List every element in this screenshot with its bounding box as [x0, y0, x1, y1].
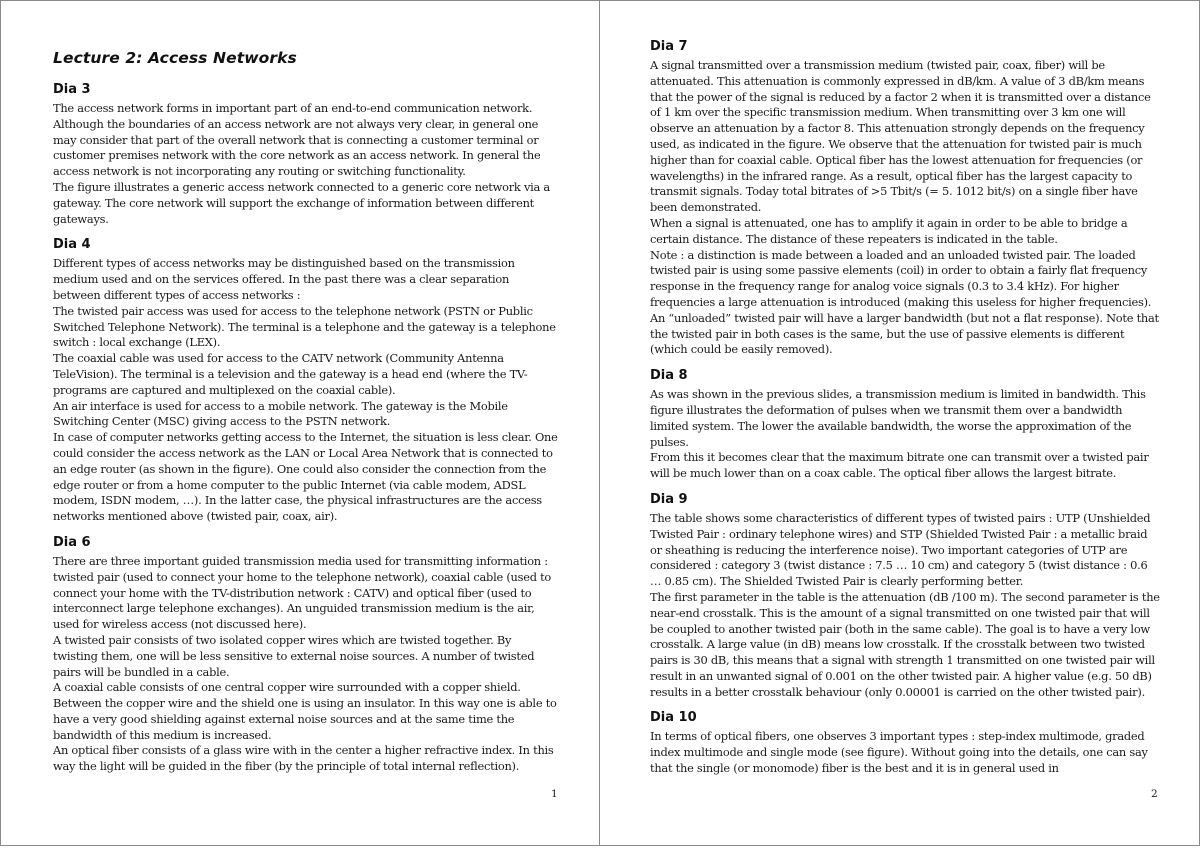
paragraph: When a signal is attenuated, one has to amplify it again in order to be able to bridge a certain distance. The distance of these repeaters is indicated in the table. [650, 215, 1128, 246]
paragraph: The first parameter in the table is the attenuation (dB /100 m). The second parameter is the near-end crosstalk. This is the amount of a signal transmitted on one twisted pair that will be coupled to another twisted pair (both in the same cable). The goal is to have a very low crosstalk. A large value (in dB) means low crosstalk. If the crosstalk between two twisted pairs is 30 dB, this means that a signal with strength 1 transmitted on one twisted pair will result in an unwanted signal of 0.001 on the other twisted pair. A higher value (e.g. 50 dB) results in a better crosstalk behaviour (only 0.00001 is carried on the other twisted pair). [650, 589, 1160, 699]
page-2-content [650, 1, 1160, 786]
paragraph: In case of computer networks getting access to the Internet, the situation is less clear. One could consider the access network as the LAN or Local Area Network that is connected to an edge router (as shown in the figure). One could also consider the connection from the edge router or from a home computer to the public Internet (via cable modem, ADSL modem, ISDN modem, …). In the latter case, the physical infrastructures are the access networks mentioned above (twisted pair, coax, air). [53, 430, 558, 524]
paragraph: As was shown in the previous slides, a transmission medium is limited in bandwidth. This figure illustrates the deformation of pulses when we transmit them over a bandwidth limited system. The lower the available bandwidth, the worse the approximation of the pulses. [650, 387, 1146, 449]
paragraph: The figure illustrates a generic access network connected to a generic core network via a gateway. The core network will support the exchange of information between different gateways. [53, 179, 550, 226]
section-dia-10 [650, 709, 1160, 776]
section-heading: Dia 4 [53, 237, 91, 253]
paragraph: An optical fiber consists of a glass wire with in the center a higher refractive index. In this way the light will be guided in the fiber (by the principle of total internal reflection). [53, 743, 554, 774]
paragraph: The twisted pair access was used for access to the telephone network (PSTN or Public Switched Telephone Network). The terminal is a telephone and the gateway is a telephone switch : local exchange (LEX). [53, 303, 556, 350]
page-1-content [53, 1, 559, 784]
section-dia-8 [650, 367, 1160, 482]
page-1 [0, 0, 600, 846]
paragraph: A signal transmitted over a transmission medium (twisted pair, coax, fiber) will be attenuated. This attenuation is commonly expressed in dB/km. A value of 3 dB/km means that the power of the signal is reduced by a factor 2 when it is transmitted over a distance of 1 km over the specific transmission medium. When transmitting over 3 km one will observe an attenuation by a factor 8. This attenuation strongly depends on the frequency used, as indicated in the figure. We observe that the attenuation for twisted pair is much higher than for coaxial cable. Optical fiber has the lowest attenuation for frequencies (or wavelengths) in the infrared range. As a result, optical fiber has the largest capacity to transmit signals. Today total bitrates of >5 Tbit/s (= 5. 1012 bit/s) on a single fiber have been demonstrated. [650, 58, 1151, 215]
section-dia-9 [650, 491, 1160, 701]
page-number: 1 [551, 788, 558, 800]
page-2 [599, 0, 1200, 846]
paragraph: Different types of access networks may be distinguished based on the transmission medium used and on the services offered. In the past there was a clear separation between different types of access networks : [53, 256, 515, 302]
paragraph: From this it becomes clear that the maximum bitrate one can transmit over a twisted pair will be much lower than on a coax cable. The optical fiber allows the largest bitrate. [650, 450, 1149, 481]
paragraph: The access network forms in important part of an end-to-end communication network. Although the boundaries of an access network are not always very clear, in general one may consider that part of the overall network that is connecting a customer terminal or customer premises network with the core network as an access network. In general the access network is not incorporating any routing or switching functionality. [53, 101, 541, 179]
paragraph: An air interface is used for access to a mobile network. The gateway is the Mobile Switching Center (MSC) giving access to the PSTN network. [53, 398, 508, 429]
section-dia-4 [53, 236, 559, 525]
document-title: Lecture 2: Access Networks [53, 49, 297, 67]
section-heading: Dia 9 [650, 491, 688, 507]
section-heading: Dia 10 [650, 710, 697, 726]
section-heading: Dia 3 [53, 82, 91, 97]
section-heading: Dia 8 [650, 368, 688, 384]
paragraph: A coaxial cable consists of one central copper wire surrounded with a copper shield. Between the copper wire and the shield one is using an insulator. In this way one is able to have a very good shielding against external noise sources and at the same time the bandwidth of this medium is increased. [53, 680, 557, 742]
section-heading: Dia 6 [53, 534, 91, 550]
paragraph: A twisted pair consists of two isolated copper wires which are twisted together. By twisting them, one will be less sensitive to external noise sources. A number of twisted pairs will be bundled in a cable. [53, 632, 535, 679]
section-dia-6 [53, 534, 559, 775]
paragraph: Note : a distinction is made between a loaded and an unloaded twisted pair. The loaded twisted pair is using some passive elements (coil) in order to obtain a fairly flat frequency response in the frequency range for analog voice signals (0.3 to 3.4 kHz). For higher frequencies a large attenuation is introduced (making this useless for higher frequencies). An “unloaded” twisted pair will have a larger bandwidth (but not a flat response). Note that the twisted pair in both cases is the same, but the use of passive elements is different (which could be easily removed). [650, 247, 1159, 357]
section-heading: Dia 7 [650, 39, 688, 54]
paragraph: In terms of optical fibers, one observes 3 important types : step-index multimode, graded index multimode and single mode (see figure). Without going into the details, one can say that the single (or monomode) fiber is the best and it is in general used in [650, 729, 1148, 776]
paragraph: The coaxial cable was used for access to the CATV network (Community Antenna TeleVision). The terminal is a television and the gateway is a head end (where the TV-programs are captured and multiplexed on the coaxial cable). [53, 351, 528, 397]
page-number: 2 [1151, 788, 1158, 800]
section-dia-7 [650, 38, 1160, 358]
paragraph: There are three important guided transmission media used for transmitting information : twisted pair (used to connect your home to the telephone network), coaxial cable (used to connect your home with the TV-distribution network : CATV) and optical fiber (used to interconnect large telephone exchanges). An unguided transmission medium is the air, used for wireless access (not discussed here). [53, 553, 552, 632]
section-dia-3 [53, 81, 559, 227]
paragraph: The table shows some characteristics of different types of twisted pairs : UTP (Unshielded Twisted Pair : ordinary telephone wires) and STP (Shielded Twisted Pair : a metallic braid or sheathing is reducing the interference noise). Two important categories of UTP are considered : category 3 (twist distance : 7.5 … 10 cm) and category 5 (twist distance : 0.6 … 0.85 cm). The Shielded Twisted Pair is clearly performing better. [650, 510, 1151, 589]
